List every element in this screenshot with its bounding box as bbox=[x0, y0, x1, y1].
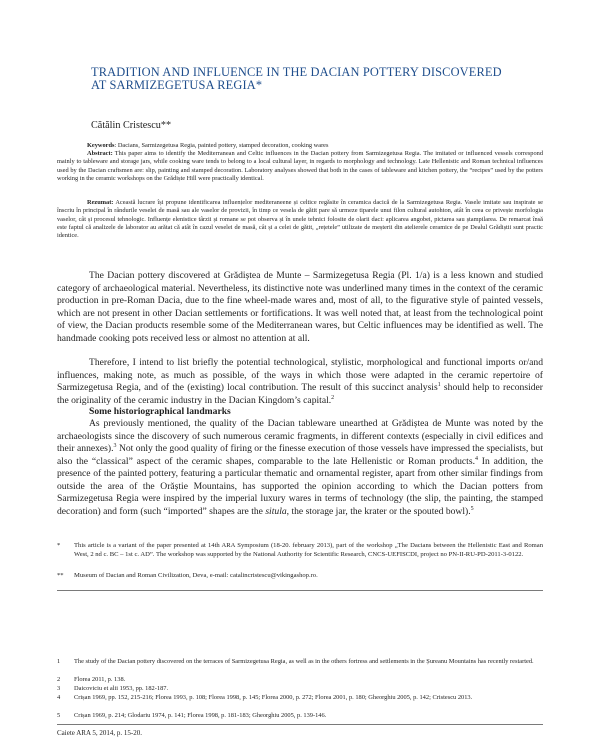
footnote-2 bbox=[57, 676, 543, 685]
footnote-ref-2[interactable]: 2 bbox=[331, 394, 335, 401]
body-paragraph-3 bbox=[57, 418, 543, 518]
note-text: Museum of Dacian and Roman Civilization, Deva, e-mail: catalincristescu@vikingashop.ro. bbox=[74, 572, 318, 579]
journal-citation: Caiete ARA 5, 2014, p. 15-20. bbox=[57, 729, 142, 737]
note-marker: ** bbox=[57, 572, 64, 579]
rezumat-block bbox=[57, 199, 543, 240]
footnote-separator bbox=[57, 590, 543, 591]
footnote-text: Daicoviciu et alii 1953, pp. 182-187. bbox=[74, 685, 169, 692]
footnote-ref-4[interactable]: 4 bbox=[474, 455, 478, 462]
rezumat-text: Această lucrare își propune identificarea influențelor mediteraneene și celtice regăsite în ceramica dacică de la Sarmizegetusa Regia. Vasele imitate sau inspirate se înscriu în principal în rândurile veselei de masă sau ale vaselor de provizii, în timp ce vesela de gătit pare să urmeze tiparele unui filon cultural autohton, atât în ceea ce privește morfologia vaselor, cât și procesul tehnologic. Influențe elenistice târzii și romane se pot observa și în unele tehnici folosite de olarii daci: aplicarea angobei, pictarea sau ștampilarea. De remarcat însă este faptul că analizele de laborator au arătat că atât în cazul veselei de masă, cât și a celei de gătit, „rețetele” utilizate de meșterii din atelierele ceramice de pe Dealul Grădiștii sunt practic identice. bbox=[57, 199, 543, 240]
footnote-1 bbox=[57, 658, 543, 667]
note-marker: * bbox=[57, 542, 61, 549]
page-footer-separator bbox=[57, 724, 543, 725]
footnote-3 bbox=[57, 685, 543, 694]
footnote-text: The study of the Dacian pottery discovered on the terraces of Sarmizegetusa Regia, as well as in the others fortress and settlements in the Șureanu Mountains has recently restarted. bbox=[74, 658, 534, 665]
keywords-text: : Dacians, Sarmizegetusa Regia, painted pottery, stamped decoration, cooking wares bbox=[114, 142, 329, 149]
para3-situla: situla bbox=[265, 505, 287, 517]
footnote-text: Florea 2011, p. 138. bbox=[74, 676, 126, 683]
footnote-number: 1 bbox=[57, 658, 61, 665]
abstract-label: Abstract: bbox=[87, 150, 113, 157]
footnote-text: Crișan 1969, p. 214; Glodariu 1974, p. 141; Florea 1998, p. 181-183; Gheorghiu 2005, p. 139-146. bbox=[74, 712, 327, 719]
author-name: Cătălin Cristescu** bbox=[91, 120, 172, 131]
footnote-number: 5 bbox=[57, 712, 61, 719]
footnote-ref-1[interactable]: 1 bbox=[437, 381, 441, 388]
abstract-text: This paper aims to identify the Mediterranean and Celtic influences in the Dacian pottery from Sarmizegetusa Regia. The imitated or influenced vessels correspond mainly to tableware and storage jars, while cooking ware tends to belong to a local cultural layer, in regards to morphology and technology. Late Hellenistic and Roman technical influences used by the Dacian craftsmen are: slip, painting and stamped decoration. Laboratory analyses showed that both in the cases of tableware and kitchen pottery, the “recipes” used by the potters working in the ceramic workshops on the Grădiște Hill were practically identical. bbox=[57, 150, 543, 182]
footnote-number: 4 bbox=[57, 694, 61, 701]
para3-c: In addition, the presence of the painted pottery, featuring a particular thematic and ornamental register, apart from other similar findings from outside the area of the Orăștie Mountains, has supported the opinion according to which the Dacian potters from Sarmizegetusa Regia were inspired by the imperial luxury wares in terms of technology (the slip, the painting, the stamped decoration) and form (such “imported” shapes are the bbox=[57, 455, 543, 517]
para3-a: As previously mentioned, the quality of the Dacian tableware unearthed at Grădiștea de Munte was noted by the archaeologists since the discovery of such numerous ceramic fragments, in different contexts (especially in civil edifices and their annexes). bbox=[57, 418, 543, 454]
author-note-symposium bbox=[57, 542, 543, 560]
para2-text: Therefore, I intend to list briefly the potential technological, stylistic, morphological and functional imports or/and influences, making note, as much as possible, of the ways in which those were adapted in the ceramic repertoire of Sarmizegetusa Regia, and of the (existing) local contribution. The result of this succinct analysis bbox=[57, 357, 543, 393]
footnote-number: 2 bbox=[57, 676, 61, 683]
footnote-number: 3 bbox=[57, 685, 61, 692]
footnote-5 bbox=[57, 712, 543, 721]
para3-b: Not only the good quality of firing or the finesse execution of those vessels have impressed the specialists, but also the “classical” aspect of the ceramic shapes, comparable to the late Hellenistic or Roman products. bbox=[57, 443, 543, 467]
para3-d: , the storage jar, the krater or the spouted bowl). bbox=[286, 505, 471, 517]
keywords-label: Keywords bbox=[87, 142, 115, 149]
rezumat-label: Rezumat: bbox=[87, 199, 114, 206]
section-heading: Some historiographical landmarks bbox=[89, 406, 231, 417]
para2-mid: should help to reconsider the originality of the ceramic industry in the Dacian Kingdom’s capital. bbox=[57, 382, 543, 406]
footnote-text: Crișan 1969, pp. 152, 215-216; Florea 1993, p. 108; Florea 1998, p. 145; Florea 2000, p. 272; Florea 2001, p. 180; Gheorghiu 2005, p. 142; Cristescu 2013. bbox=[74, 694, 473, 701]
body-paragraph-1: The Dacian pottery discovered at Grădiștea de Munte – Sarmizegetusa Regia (Pl. 1/a) is a less known and studied category of archaeological material. Nevertheless, its distinctive note was underlined many times in the context of the ceramic production in pre-Roman Dacia, due to the fine wheel-made wares and, most of all, to the figurative style of painted vessels, which are not present in other Dacian settlements or fortifications. It was well noted that, at least from the technological point of view, the Dacian products resemble some of the Mediterranean wares, but Celtic influences may be identified as well. The handmade cooking pots received less or almost no attention at all. bbox=[57, 270, 543, 344]
article-title: TRADITION AND INFLUENCE IN THE DACIAN POTTERY DISCOVERED AT SARMIZEGETUSA REGIA* bbox=[91, 65, 502, 92]
footnote-ref-5[interactable]: 5 bbox=[470, 505, 474, 512]
note-text: This article is a variant of the paper presented at 14th ARA Symposium (18-20. february 2013), part of the workshop „The Dacians between the Hellenistic East and Roman West, 2 nd c. BC – 1st c. AD”. The workshop was supported by the National Authority for Scientific Research, CNCS-UEFISCDI, project no PN-II-RU-PD-2011-3-0122. bbox=[74, 542, 543, 558]
author-note-affiliation bbox=[57, 572, 543, 581]
footnote-4 bbox=[57, 694, 543, 703]
body-paragraph-2 bbox=[57, 357, 543, 407]
footnote-ref-3[interactable]: 3 bbox=[113, 442, 117, 449]
abstract-block bbox=[57, 150, 543, 183]
